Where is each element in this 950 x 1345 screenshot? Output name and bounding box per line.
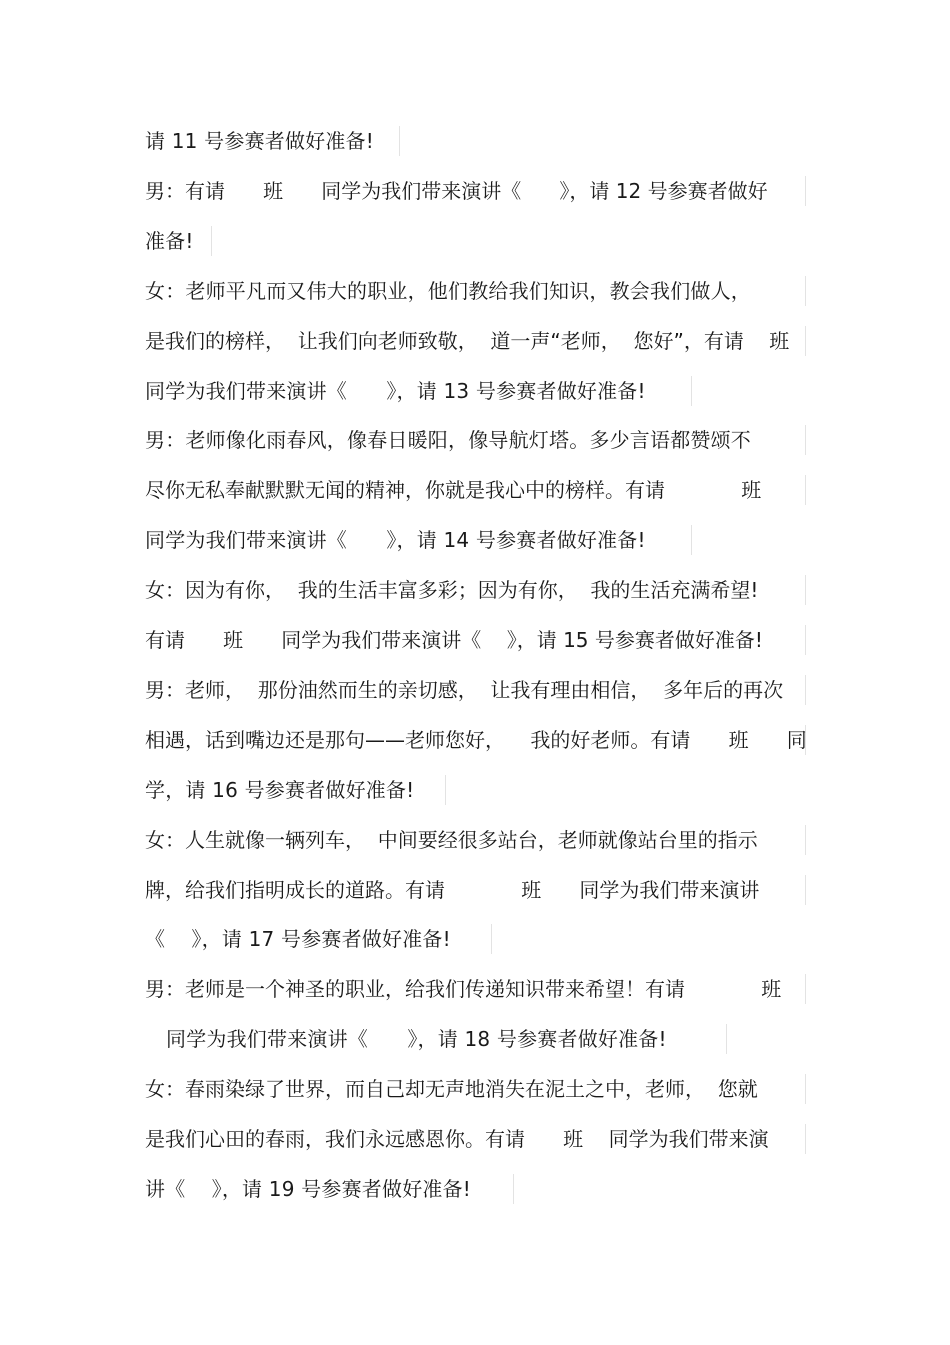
text-line-6: 同学为我们带来演讲《 》，请 13 号参赛者做好准备! — [145, 376, 692, 406]
text-line-16: 牌，给我们指明成长的道路。有请 班 同学为我们带来演讲 — [145, 875, 806, 905]
text-line-3: 准备! — [145, 226, 212, 256]
text-line-19: 同学为我们带来演讲《 》，请 18 号参赛者做好准备! — [166, 1024, 727, 1054]
text-line-15: 女：人生就像一辆列车， 中间要经很多站台，老师就像站台里的指示 — [145, 825, 806, 855]
text-line-2: 男：有请 班 同学为我们带来演讲《 》，请 12 号参赛者做好 — [145, 176, 806, 206]
text-line-5: 是我们的榜样， 让我们向老师致敬， 道一声“老师， 您好”，有请 班 — [145, 326, 806, 356]
text-line-11: 有请 班 同学为我们带来演讲《 》，请 15 号参赛者做好准备! — [145, 625, 806, 655]
text-line-18: 男：老师是一个神圣的职业，给我们传递知识带来希望！有请 班 — [145, 974, 806, 1004]
text-line-12: 男：老师， 那份油然而生的亲切感， 让我有理由相信， 多年后的再次 — [145, 675, 806, 705]
text-line-14: 学，请 16 号参赛者做好准备! — [145, 775, 446, 805]
text-line-1: 请 11 号参赛者做好准备! — [145, 126, 400, 156]
text-line-4: 女：老师平凡而又伟大的职业，他们教给我们知识，教会我们做人， — [145, 276, 806, 306]
text-line-20: 女：春雨染绿了世界，而自己却无声地消失在泥土之中，老师， 您就 — [145, 1074, 806, 1104]
text-line-21: 是我们心田的春雨，我们永远感恩你。有请 班 同学为我们带来演 — [145, 1124, 806, 1154]
text-line-8: 尽你无私奉献默默无闻的精神，你就是我心中的榜样。有请 班 — [145, 475, 806, 505]
text-line-17: 《 》，请 17 号参赛者做好准备! — [145, 924, 492, 954]
text-line-7: 男：老师像化雨春风，像春日暖阳，像导航灯塔。多少言语都赞颂不 — [145, 425, 806, 455]
text-line-22: 讲《 》，请 19 号参赛者做好准备! — [145, 1174, 514, 1204]
text-line-10: 女：因为有你， 我的生活丰富多彩；因为有你， 我的生活充满希望! — [145, 575, 806, 605]
text-line-9: 同学为我们带来演讲《 》，请 14 号参赛者做好准备! — [145, 525, 692, 555]
text-line-13: 相遇，话到嘴边还是那句——老师您好， 我的好老师。有请 班 同 — [145, 725, 806, 755]
